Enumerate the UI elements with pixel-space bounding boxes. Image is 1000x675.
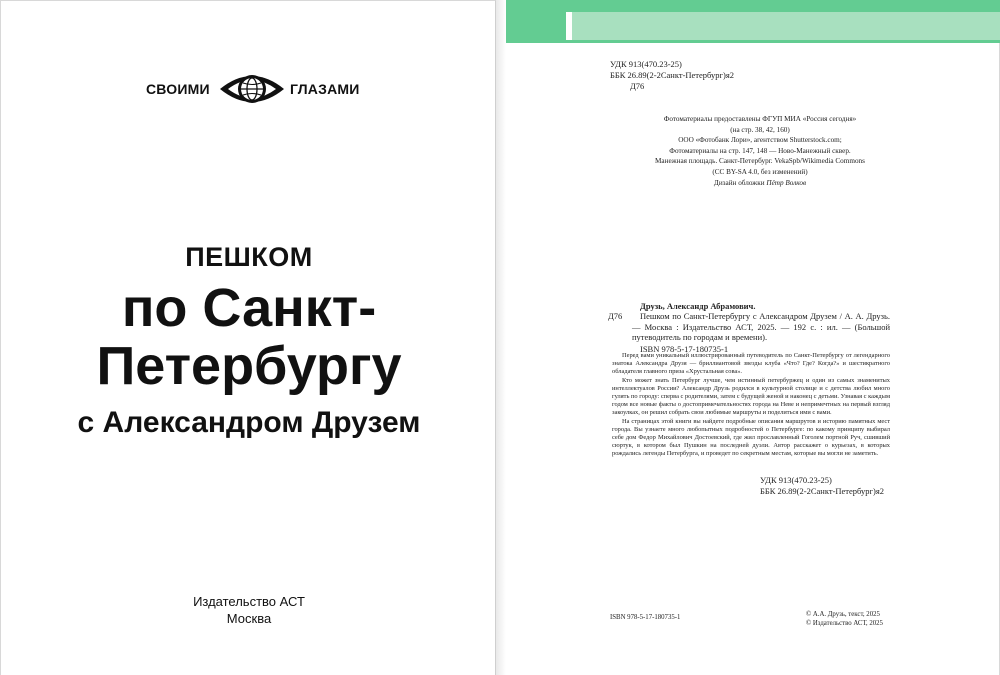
publisher-name: Издательство АСТ	[193, 594, 305, 609]
title-page	[0, 0, 496, 675]
book-gutter	[496, 0, 506, 675]
bbk-bottom: ББК 26.89(2-2Санкт-Петербург)я2	[760, 486, 885, 496]
udk-top: УДК 913(470.23-25)	[610, 59, 682, 69]
annotation-paragraph: Кто может знать Петербург лучше, чем истинный петербуржец и один из самых знаменитых интеллектуалов России? Александр Друзь родился в культурной столице и с детства любил много гулять по городу: сперва с родителями, затем с будущей женой и наконец с детьми. Узнавая с каждым годом все новые факты о достопримечательностях города на Неве и непримечтных на первый взгляд закоулках, он решил собрать свои любимые маршруты и поделиться ими с вами.	[612, 376, 890, 417]
udk-bottom: УДК 913(470.23-25)	[760, 475, 832, 485]
series-logo	[146, 69, 366, 109]
header-stripe-line	[506, 40, 1000, 43]
title-line-1: ПЕШКОМ	[185, 242, 313, 272]
publisher-block	[1, 593, 497, 627]
credit-line: (на стр. 38, 42, 160)	[730, 125, 790, 134]
udk-bbk-bottom	[756, 475, 890, 497]
author-heading: Друзь, Александр Абрамович.	[640, 301, 756, 311]
annotation-paragraph: На страницах этой книги вы найдете подробные описания маршрутов и историю памятных мест города. Вы узнаете много любопытных подробностей о Петербурге: по какому принципу выбирал себе дом Федор Михайлович Достоевский, где жил прославленный Гоголем портной Руч, сшивший сюртук, в котором был Пушкин на последней дуэли. Автор расскажет о курьезах, в которых рождались легенды Петербурга, и проведет по секретным местам, которые вы могли не заметить.	[612, 417, 890, 458]
header-stripe-left	[506, 12, 566, 40]
copyright-page	[506, 0, 1000, 675]
header-stripe-right	[572, 12, 1000, 40]
author-mark-top: Д76	[630, 81, 645, 91]
title-line-2: по Санкт-	[121, 278, 377, 338]
isbn-footer: ISBN 978-5-17-180735-1	[610, 614, 681, 621]
bbk-top: ББК 26.89(2-2Санкт-Петербург)я2	[610, 70, 735, 80]
credit-line: Фотоматериалы на стр. 147, 148 — Ново-Манежный сквер.	[669, 146, 851, 155]
logo-left-word: СВОИМИ	[146, 81, 210, 97]
credit-line: Манежная площадь. Санкт-Петербург. VekaSpb/Wikimedia Commons	[655, 157, 865, 165]
book-title	[1, 237, 497, 445]
title-line-3: Петербургу	[96, 336, 402, 396]
credit-line: ООО «Фотобанк Лори», агентством Shutterstock.com;	[678, 136, 842, 144]
annotation-paragraph: Перед вами уникальный иллюстрированный путеводитель по Санкт-Петербургу от легендарного знатока Александра Друзя — бриллиантовой звезды клуба «Что? Где? Когда?» и шестикратного обладателя главного приза «Хрустальная сова».	[612, 352, 890, 376]
author-mark: Д76	[608, 311, 623, 321]
cover-design-credit	[590, 179, 930, 187]
designer-name: Пётр Волков	[766, 179, 807, 187]
copyright-line: © Издательство АСТ, 2025	[806, 620, 883, 627]
header-stripe-top	[506, 0, 1000, 12]
credit-line: (CC BY-SA 4.0, без изменений)	[712, 167, 808, 176]
design-label: Дизайн обложки	[713, 179, 765, 187]
copyright-notice	[806, 610, 883, 628]
annotation	[612, 352, 890, 459]
udk-bbk-top	[610, 59, 734, 81]
copyright-line: © А.А. Друзь, текст, 2025	[806, 611, 880, 618]
credit-line: Фотоматериалы предоставлены ФГУП МИА «Россия сегодня»	[663, 115, 857, 123]
bibliographic-record: Пешком по Санкт-Петербургу с Александром Друзем / А. А. Друзь. — Москва : Издательство АСТ, 2025. — 192 с. : ил. — (Большой путеводитель по городам и времени).	[632, 311, 890, 342]
title-line-4: с Александром Друзем	[77, 406, 421, 439]
publisher-city: Москва	[226, 611, 272, 626]
logo-right-word: ГЛАЗАМИ	[290, 81, 360, 97]
isbn: ISBN 978-5-17-180735-1	[640, 344, 729, 354]
photo-credits	[590, 114, 930, 177]
eye-globe-icon	[218, 69, 286, 109]
